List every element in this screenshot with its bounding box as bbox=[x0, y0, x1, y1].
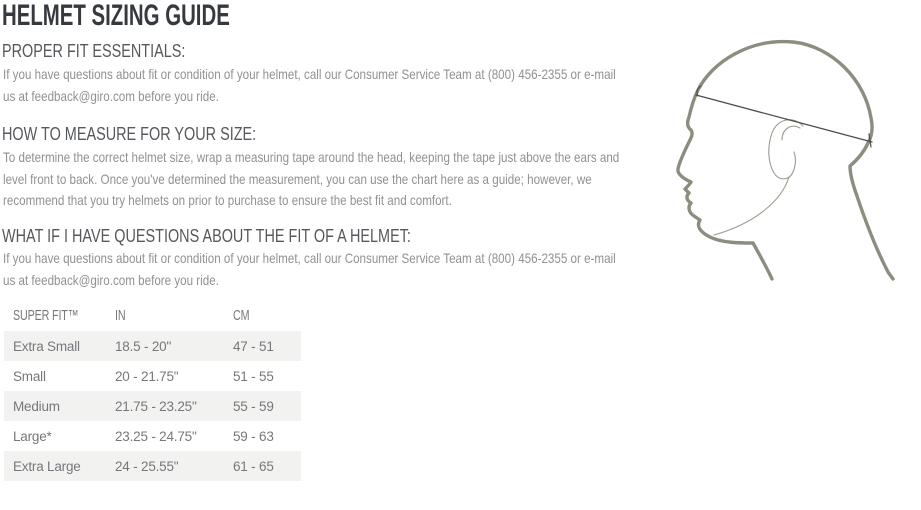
cm-value: 47 - 51 bbox=[233, 338, 274, 354]
page-title bbox=[2, 1, 337, 31]
section-heading-how-to-measure bbox=[2, 124, 328, 144]
column-header-super-fit: SUPER FIT™ bbox=[13, 307, 79, 324]
size-label: Small bbox=[13, 368, 46, 384]
cm-value: 61 - 65 bbox=[233, 458, 274, 474]
size-label: Extra Large bbox=[13, 458, 81, 474]
cm-value: 59 - 63 bbox=[233, 428, 274, 444]
table-row bbox=[4, 361, 301, 391]
inches-value: 18.5 - 20" bbox=[115, 338, 172, 354]
section-heading-proper-fit bbox=[2, 41, 237, 61]
size-label: Medium bbox=[13, 398, 60, 414]
page-title-text: HELMET SIZING GUIDE bbox=[2, 0, 230, 32]
cm-value: 55 - 59 bbox=[233, 398, 274, 414]
cm-value: 51 - 55 bbox=[233, 368, 274, 384]
size-label: Extra Small bbox=[13, 338, 80, 354]
inches-value: 20 - 21.75" bbox=[115, 368, 179, 384]
measuring-line bbox=[696, 95, 872, 142]
table-row bbox=[4, 391, 301, 421]
inches-value: 24 - 25.55" bbox=[115, 458, 179, 474]
head-outline bbox=[678, 42, 893, 279]
size-table-header-row bbox=[4, 300, 301, 331]
inches-value: 23.25 - 24.75" bbox=[115, 428, 197, 444]
inches-value: 21.75 - 23.25" bbox=[115, 398, 197, 414]
section-heading-questions bbox=[2, 226, 526, 246]
ear-line bbox=[769, 120, 803, 179]
table-row bbox=[4, 331, 301, 361]
table-row bbox=[4, 451, 301, 481]
jaw-line bbox=[714, 177, 789, 235]
section-heading-how-to-measure-text: HOW TO MEASURE FOR YOUR SIZE: bbox=[2, 123, 257, 144]
table-row bbox=[4, 421, 301, 451]
size-label: Large* bbox=[13, 428, 52, 444]
section-heading-questions-text: WHAT IF I HAVE QUESTIONS ABOUT THE FIT OF A HELMET: bbox=[2, 225, 411, 246]
head-profile-illustration bbox=[660, 0, 921, 300]
column-header-cm: CM bbox=[233, 307, 250, 324]
section-body-questions: If you have questions about fit or condition of your helmet, call our Consumer Service Team at (800) 456-2355 or e-mail us at feedback@giro.com before you ride. bbox=[3, 250, 616, 288]
section-body-how-to-measure: To determine the correct helmet size, wrap a measuring tape around the head, keeping the tape just above the ears and level front to back. Once you've determined the measurement, you can use the chart here as a guide; however, we recommend that you try helmets on prior to purchase to ensure the best fit and comfort. bbox=[3, 149, 620, 208]
column-header-in: IN bbox=[115, 307, 126, 324]
size-table bbox=[4, 300, 301, 481]
section-heading-proper-fit-text: PROPER FIT ESSENTIALS: bbox=[2, 40, 186, 61]
section-body-proper-fit: If you have questions about fit or condition of your helmet, call our Consumer Service Team at (800) 456-2355 or e-mail us at feedback@giro.com before you ride. bbox=[3, 66, 616, 104]
